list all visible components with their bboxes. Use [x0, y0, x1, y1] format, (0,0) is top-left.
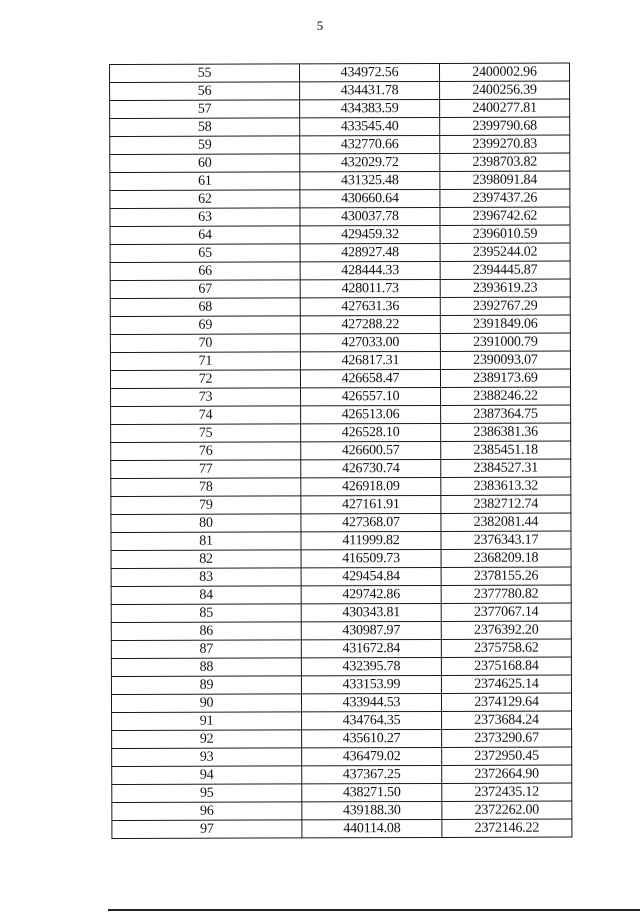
coordinates-table [109, 63, 572, 839]
x-coordinate-cell: 428927.48 [300, 243, 440, 261]
y-coordinate-cell: 2376392.20 [441, 621, 571, 639]
x-coordinate-cell: 438271.50 [302, 783, 442, 801]
y-coordinate-cell: 2391849.06 [440, 315, 570, 333]
point-number-cell: 69 [110, 316, 300, 335]
y-coordinate-cell: 2377780.82 [441, 585, 571, 603]
table-row [111, 675, 571, 694]
x-coordinate-cell: 426658.47 [300, 369, 440, 387]
page-number: 5 [316, 18, 324, 33]
y-coordinate-cell: 2372435.12 [442, 783, 572, 801]
y-coordinate-cell: 2397437.26 [440, 189, 570, 207]
point-number-cell: 71 [110, 352, 300, 371]
point-number-cell: 85 [111, 604, 301, 623]
table-row [111, 693, 571, 712]
table-row [111, 531, 571, 550]
table-row [110, 207, 570, 226]
x-coordinate-cell: 434972.56 [300, 63, 440, 81]
y-coordinate-cell: 2373290.67 [442, 729, 572, 747]
y-coordinate-cell: 2372664.90 [442, 765, 572, 783]
point-number-cell: 68 [110, 298, 300, 317]
y-coordinate-cell: 2375168.84 [441, 657, 571, 675]
point-number-cell: 92 [112, 730, 302, 749]
x-coordinate-cell: 433944.53 [301, 693, 441, 711]
coordinates-table-body [110, 63, 572, 838]
y-coordinate-cell: 2399270.83 [440, 135, 570, 153]
point-number-cell: 62 [110, 190, 300, 209]
point-number-cell: 75 [111, 424, 301, 443]
x-coordinate-cell: 433153.99 [301, 675, 441, 693]
table-row [110, 297, 570, 316]
y-coordinate-cell: 2382081.44 [441, 513, 571, 531]
x-coordinate-cell: 427161.91 [301, 495, 441, 513]
table-row [111, 387, 571, 406]
table-row [111, 621, 571, 640]
point-number-cell: 64 [110, 226, 300, 245]
point-number-cell: 70 [110, 334, 300, 353]
y-coordinate-cell: 2400277.81 [440, 99, 570, 117]
table-row [111, 639, 571, 658]
x-coordinate-cell: 437367.25 [302, 765, 442, 783]
y-coordinate-cell: 2400002.96 [439, 63, 569, 81]
x-coordinate-cell: 427288.22 [300, 315, 440, 333]
x-coordinate-cell: 434431.78 [300, 81, 440, 99]
table-row [110, 99, 570, 118]
table-row [110, 369, 570, 388]
table-row [110, 153, 570, 172]
table-row [110, 135, 570, 154]
table-row [110, 225, 570, 244]
point-number-cell: 87 [111, 640, 301, 659]
x-coordinate-cell: 432770.66 [300, 135, 440, 153]
table-row [110, 261, 570, 280]
y-coordinate-cell: 2398091.84 [440, 171, 570, 189]
table-row [111, 477, 571, 496]
y-coordinate-cell: 2396742.62 [440, 207, 570, 225]
point-number-cell: 86 [111, 622, 301, 641]
y-coordinate-cell: 2372950.45 [442, 747, 572, 765]
point-number-cell: 63 [110, 208, 300, 227]
x-coordinate-cell: 440114.08 [302, 819, 442, 837]
x-coordinate-cell: 429742.86 [301, 585, 441, 603]
table-row [111, 603, 571, 622]
point-number-cell: 78 [111, 478, 301, 497]
point-number-cell: 55 [110, 64, 300, 83]
table-row [110, 243, 570, 262]
y-coordinate-cell: 2384527.31 [441, 459, 571, 477]
point-number-cell: 82 [111, 550, 301, 569]
y-coordinate-cell: 2368209.18 [441, 549, 571, 567]
y-coordinate-cell: 2393619.23 [440, 279, 570, 297]
point-number-cell: 73 [111, 388, 301, 407]
x-coordinate-cell: 429459.32 [300, 225, 440, 243]
point-number-cell: 59 [110, 136, 300, 155]
y-coordinate-cell: 2391000.79 [440, 333, 570, 351]
table-row [112, 747, 572, 766]
point-number-cell: 79 [111, 496, 301, 515]
point-number-cell: 72 [110, 370, 300, 389]
y-coordinate-cell: 2390093.07 [440, 351, 570, 369]
x-coordinate-cell: 430037.78 [300, 207, 440, 225]
page-bottom-edge [108, 909, 640, 911]
table-row [111, 423, 571, 442]
x-coordinate-cell: 416509.73 [301, 549, 441, 567]
y-coordinate-cell: 2385451.18 [441, 441, 571, 459]
point-number-cell: 61 [110, 172, 300, 191]
x-coordinate-cell: 426528.10 [301, 423, 441, 441]
y-coordinate-cell: 2394445.87 [440, 261, 570, 279]
point-number-cell: 76 [111, 442, 301, 461]
x-coordinate-cell: 430987.97 [301, 621, 441, 639]
x-coordinate-cell: 428011.73 [300, 279, 440, 297]
table-row [110, 81, 570, 100]
y-coordinate-cell: 2389173.69 [440, 369, 570, 387]
x-coordinate-cell: 427033.00 [300, 333, 440, 351]
point-number-cell: 83 [111, 568, 301, 587]
y-coordinate-cell: 2376343.17 [441, 531, 571, 549]
x-coordinate-cell: 426817.31 [300, 351, 440, 369]
x-coordinate-cell: 426730.74 [301, 459, 441, 477]
x-coordinate-cell: 426600.57 [301, 441, 441, 459]
y-coordinate-cell: 2372262.00 [442, 801, 572, 819]
point-number-cell: 58 [110, 118, 300, 137]
x-coordinate-cell: 430660.64 [300, 189, 440, 207]
point-number-cell: 91 [112, 712, 302, 731]
table-row [111, 495, 571, 514]
y-coordinate-cell: 2396010.59 [440, 225, 570, 243]
table-row [111, 441, 571, 460]
y-coordinate-cell: 2373684.24 [442, 711, 572, 729]
x-coordinate-cell: 428444.33 [300, 261, 440, 279]
y-coordinate-cell: 2378155.26 [441, 567, 571, 585]
x-coordinate-cell: 436479.02 [302, 747, 442, 765]
x-coordinate-cell: 432029.72 [300, 153, 440, 171]
point-number-cell: 81 [111, 532, 301, 551]
table-row [110, 171, 570, 190]
y-coordinate-cell: 2374625.14 [441, 675, 571, 693]
y-coordinate-cell: 2399790.68 [440, 117, 570, 135]
table-row [111, 585, 571, 604]
x-coordinate-cell: 426513.06 [301, 405, 441, 423]
x-coordinate-cell: 431325.48 [300, 171, 440, 189]
point-number-cell: 97 [112, 820, 302, 839]
table-row [110, 117, 570, 136]
x-coordinate-cell: 439188.30 [302, 801, 442, 819]
point-number-cell: 77 [111, 460, 301, 479]
y-coordinate-cell: 2400256.39 [440, 81, 570, 99]
point-number-cell: 88 [111, 658, 301, 677]
x-coordinate-cell: 427368.07 [301, 513, 441, 531]
x-coordinate-cell: 434764.35 [302, 711, 442, 729]
y-coordinate-cell: 2395244.02 [440, 243, 570, 261]
point-number-cell: 67 [110, 280, 300, 299]
y-coordinate-cell: 2387364.75 [441, 405, 571, 423]
y-coordinate-cell: 2386381.36 [441, 423, 571, 441]
table-row [110, 189, 570, 208]
table-row [112, 765, 572, 784]
point-number-cell: 66 [110, 262, 300, 281]
x-coordinate-cell: 430343.81 [301, 603, 441, 621]
table-row [111, 405, 571, 424]
table-row [112, 711, 572, 730]
table-row [111, 549, 571, 568]
point-number-cell: 95 [112, 784, 302, 803]
point-number-cell: 56 [110, 82, 300, 101]
x-coordinate-cell: 433545.40 [300, 117, 440, 135]
point-number-cell: 90 [111, 694, 301, 713]
point-number-cell: 94 [112, 766, 302, 785]
point-number-cell: 89 [111, 676, 301, 695]
point-number-cell: 74 [111, 406, 301, 425]
table-row [110, 315, 570, 334]
x-coordinate-cell: 431672.84 [301, 639, 441, 657]
x-coordinate-cell: 429454.84 [301, 567, 441, 585]
table-row [111, 459, 571, 478]
x-coordinate-cell: 426557.10 [301, 387, 441, 405]
table-row [111, 513, 571, 532]
y-coordinate-cell: 2375758.62 [441, 639, 571, 657]
y-coordinate-cell: 2382712.74 [441, 495, 571, 513]
x-coordinate-cell: 427631.36 [300, 297, 440, 315]
x-coordinate-cell: 426918.09 [301, 477, 441, 495]
point-number-cell: 60 [110, 154, 300, 173]
table-row [110, 63, 570, 82]
y-coordinate-cell: 2398703.82 [440, 153, 570, 171]
x-coordinate-cell: 432395.78 [301, 657, 441, 675]
x-coordinate-cell: 411999.82 [301, 531, 441, 549]
table-row [110, 351, 570, 370]
y-coordinate-cell: 2383613.32 [441, 477, 571, 495]
y-coordinate-cell: 2392767.29 [440, 297, 570, 315]
point-number-cell: 84 [111, 586, 301, 605]
y-coordinate-cell: 2374129.64 [441, 693, 571, 711]
point-number-cell: 65 [110, 244, 300, 263]
x-coordinate-cell: 434383.59 [300, 99, 440, 117]
table-row [112, 783, 572, 802]
point-number-cell: 96 [112, 802, 302, 821]
table-row [110, 333, 570, 352]
table-row [111, 657, 571, 676]
table-row [112, 819, 572, 838]
table-row [112, 801, 572, 820]
y-coordinate-cell: 2388246.22 [441, 387, 571, 405]
y-coordinate-cell: 2377067.14 [441, 603, 571, 621]
point-number-cell: 57 [110, 100, 300, 119]
point-number-cell: 93 [112, 748, 302, 767]
point-number-cell: 80 [111, 514, 301, 533]
table-row [112, 729, 572, 748]
table-row [110, 279, 570, 298]
y-coordinate-cell: 2372146.22 [442, 819, 572, 837]
x-coordinate-cell: 435610.27 [302, 729, 442, 747]
table-row [111, 567, 571, 586]
